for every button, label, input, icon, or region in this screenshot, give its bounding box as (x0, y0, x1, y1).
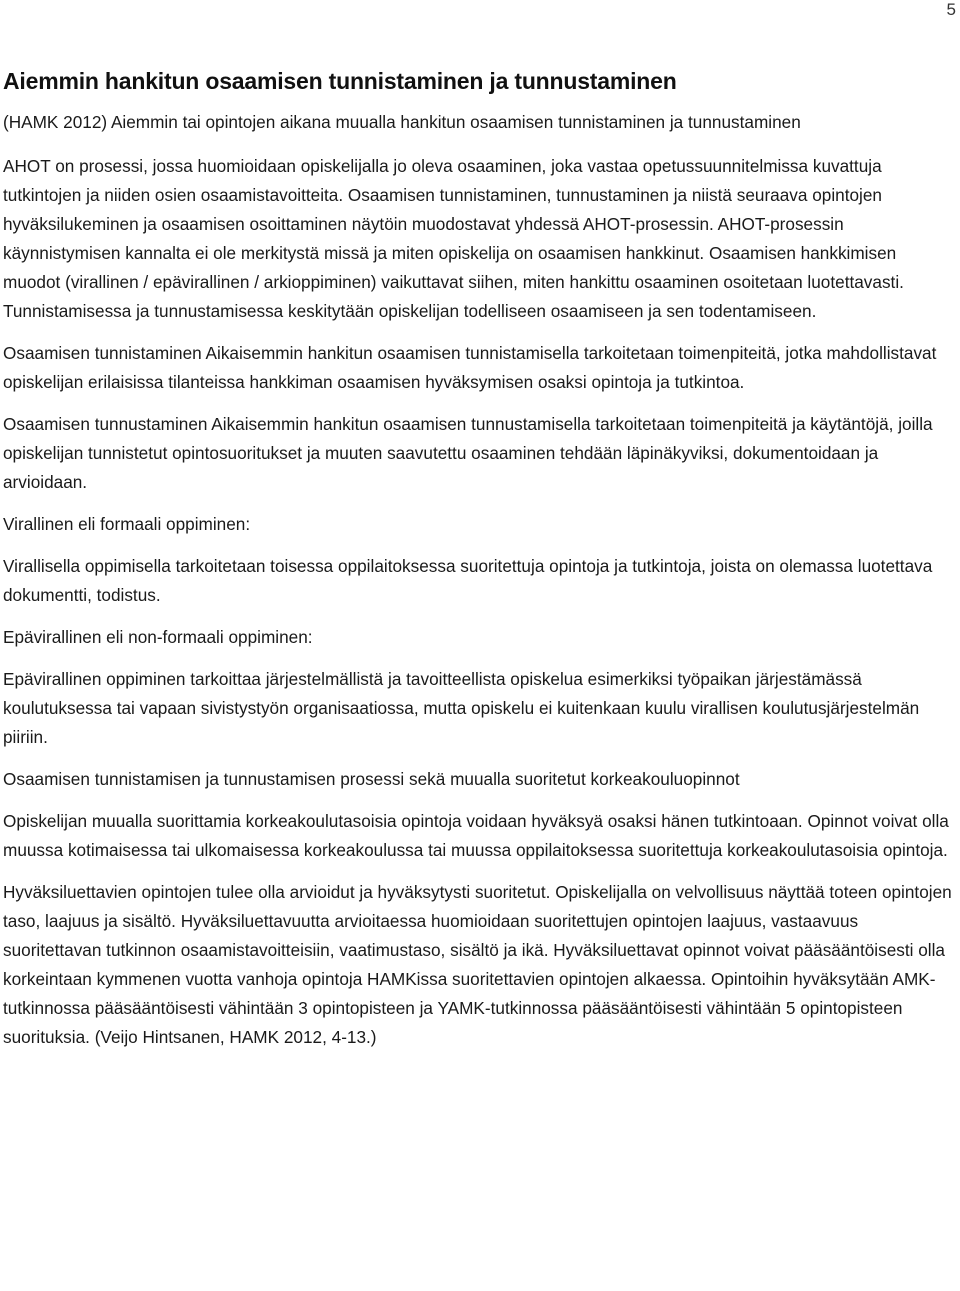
paragraph-epavirallinen-heading: Epävirallinen eli non-formaali oppiminen: (3, 627, 313, 647)
paragraph-epavirallinen: Epävirallinen oppiminen tarkoittaa järjestelmällistä ja tavoitteellista opiskelua esimerkiksi työpaikan järjestämässä koulutuksessa tai vapaan sivistystyön organisaatiossa, mutta opiskelu ei kuitenkaan kuulu virallisen koulutusjärjestelmän piiriin. (3, 669, 920, 747)
document-body (3, 66, 957, 1065)
paragraph-prosessi-heading: Osaamisen tunnistamisen ja tunnustamisen prosessi sekä muualla suoritetut korkeakouluopinnot (3, 769, 740, 789)
page-title: Aiemmin hankitun osaamisen tunnistaminen ja tunnustaminen (3, 68, 677, 94)
paragraph-hyvaksiluettavat: Hyväksiluettavien opintojen tulee olla arvioidut ja hyväksytysti suoritetut. Opiskelijalla on velvollisuus näyttää toteen opintojen taso, laajuus ja sisältö. Hyväksiluettavuutta arvioitaessa huomioidaan suoritettujen opintojen laajuus, vastaavuus suoritettavan tutkinnon osaamistavoitteisiin, vaatimustaso, sisältö ja ikä. Hyväksiluettavat opinnot voivat pääsääntöisesti olla korkeintaan kymmenen vuotta vanhoja opintoja HAMKissa suoritettavien opintojen alkaessa. Opintoihin hyväksytään AMK-tutkinnossa pääsääntöisesti vähintään 3 opintopisteen ja YAMK-tutkinnossa pääsääntöisesti vähintään 5 opintopisteen suorituksia. (Veijo Hintsanen, HAMK 2012, 4-13.) (3, 882, 952, 1047)
page-number: 5 (946, 0, 956, 19)
paragraph-ahot-definition: AHOT on prosessi, jossa huomioidaan opiskelijalla jo oleva osaaminen, joka vastaa opetussuunnitelmissa kuvattuja tutkintojen ja niiden osien osaamistavoitteita. Osaamisen tunnistaminen, tunnustaminen ja niistä seuraava opintojen hyväksilukeminen ja osaamisen osoittaminen näytöin muodostavat yhdessä AHOT-prosessin. AHOT-prosessin käynnistymisen kannalta ei ole merkitystä missä ja miten opiskelija on osaamisen hankkinut. Osaamisen hankkimisen muodot (virallinen / epävirallinen / arkioppiminen) vaikuttavat siihen, miten hankittu osaaminen osoitetaan luotettavasti. Tunnistamisessa ja tunnustamisessa keskitytään opiskelijan todelliseen osaamiseen ja sen todentamiseen. (3, 156, 904, 321)
paragraph-source-heading: (HAMK 2012) Aiemmin tai opintojen aikana muualla hankitun osaamisen tunnistaminen ja tunnustaminen (3, 112, 801, 132)
paragraph-korkeakouluopinnot: Opiskelijan muualla suorittamia korkeakoulutasoisia opintoja voidaan hyväksyä osaksi hänen tutkintoaan. Opinnot voivat olla muussa kotimaisessa tai ulkomaisessa korkeakoulussa tai muussa oppilaitoksessa suoritettuja korkeakoulutasoisia opintoja. (3, 811, 949, 860)
paragraph-virallinen-heading: Virallinen eli formaali oppiminen: (3, 514, 251, 534)
paragraph-virallinen: Virallisella oppimisella tarkoitetaan toisessa oppilaitoksessa suoritettuja opintoja ja tutkintoja, joista on olemassa luotettava dokumentti, todistus. (3, 556, 933, 605)
paragraph-tunnistaminen: Osaamisen tunnistaminen Aikaisemmin hankitun osaamisen tunnistamisella tarkoitetaan toimenpiteitä, jotka mahdollistavat opiskelijan erilaisissa tilanteissa hankkiman osaamisen hyväksymisen osaksi opintoja ja tutkintoa. (3, 343, 937, 392)
paragraph-tunnustaminen: Osaamisen tunnustaminen Aikaisemmin hankitun osaamisen tunnustamisella tarkoitetaan toimenpiteitä ja käytäntöjä, joilla opiskelijan tunnistetut opintosuoritukset ja muuten saavutettu osaaminen tehdään läpinäkyviksi, dokumentoidaan ja arvioidaan. (3, 414, 933, 492)
